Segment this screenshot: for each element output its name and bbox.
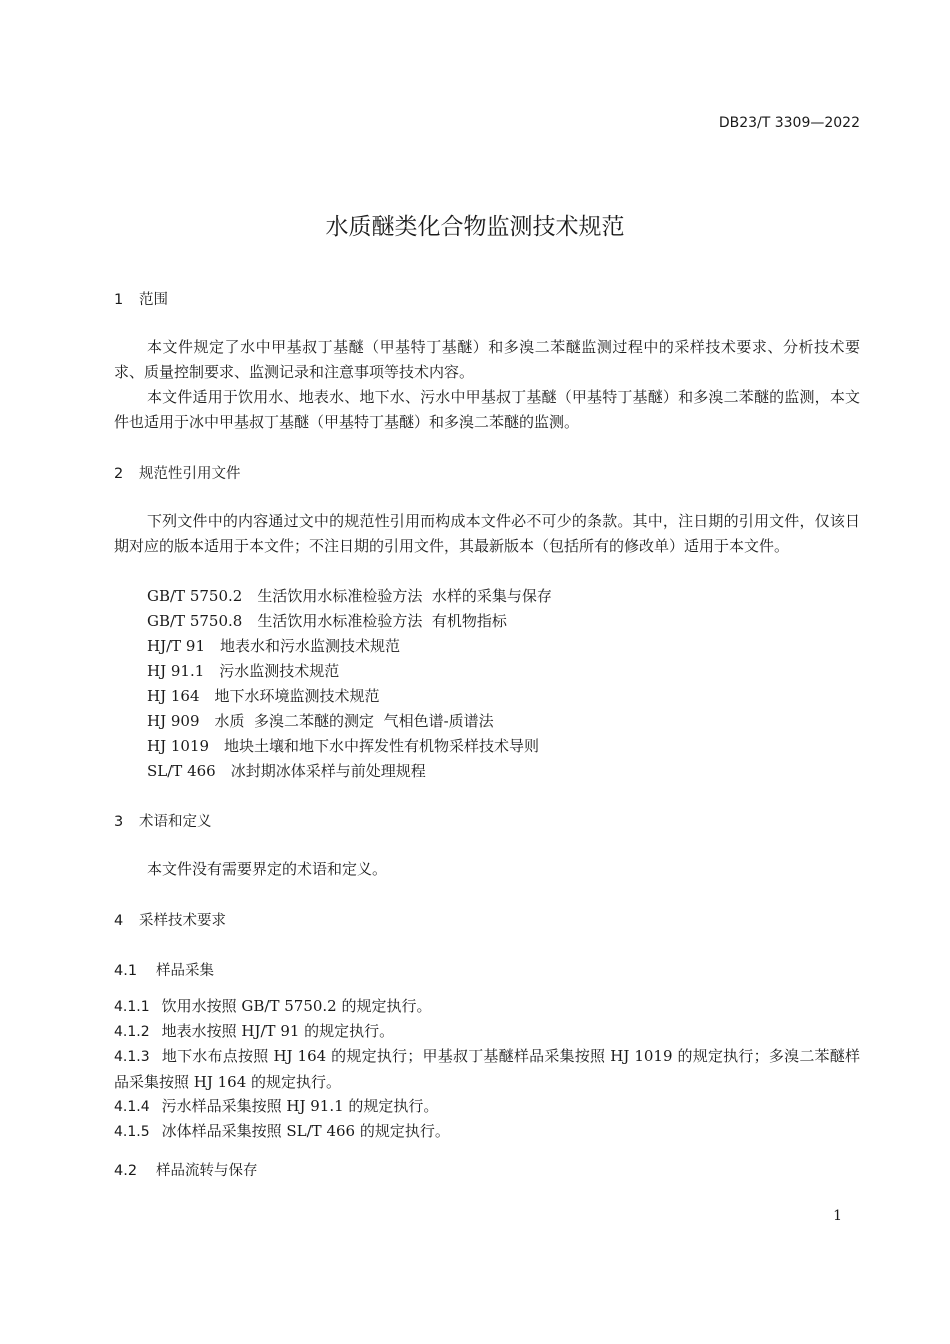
clause-4-1-3	[114, 1044, 860, 1095]
subsection-number: 4.1	[114, 963, 138, 979]
page-number: 1	[833, 1208, 842, 1224]
reference-item: HJ 164 地下水环境监测技术规范	[147, 687, 380, 705]
clause-number: 4.1.3	[114, 1049, 150, 1065]
clause-4-1-1	[114, 994, 860, 1020]
clause-number: 4.1.4	[114, 1099, 150, 1115]
section-2-intro: 下列文件中的内容通过文中的规范性引用而构成本文件必不可少的条款。其中，注日期的引用文件，仅该日期对应的版本适用于本文件；不注日期的引用文件，其最新版本（包括所有的修改单）适用于本文件。	[114, 512, 860, 555]
document-title: 水质醚类化合物监测技术规范	[325, 214, 625, 240]
subsection-4-1-heading	[114, 959, 214, 980]
subsection-title: 样品流转与保存	[156, 1163, 258, 1179]
subsection-4-2-heading	[114, 1159, 258, 1180]
section-3-paragraph: 本文件没有需要界定的术语和定义。	[147, 860, 388, 878]
section-1-heading	[114, 288, 168, 309]
section-number: 3	[114, 814, 124, 830]
document-code: DB23/T 3309—2022	[718, 115, 860, 131]
section-2-heading	[114, 462, 241, 483]
clause-number: 4.1.5	[114, 1124, 150, 1140]
reference-item: HJ 1019 地块土壤和地下水中挥发性有机物采样技术导则	[147, 737, 540, 755]
section-title: 规范性引用文件	[139, 466, 241, 482]
clause-number: 4.1.2	[114, 1024, 150, 1040]
clause-number: 4.1.1	[114, 999, 150, 1015]
section-title: 范围	[139, 292, 168, 308]
clause-4-1-5	[114, 1119, 860, 1145]
section-4-heading	[114, 909, 226, 930]
section-1-paragraph-2: 本文件适用于饮用水、地表水、地下水、污水中甲基叔丁基醚（甲基特丁基醚）和多溴二苯醚的监测，本文件也适用于冰中甲基叔丁基醚（甲基特丁基醚）和多溴二苯醚的监测。	[114, 388, 860, 431]
reference-item: HJ 91.1 污水监测技术规范	[147, 662, 340, 680]
section-3-heading	[114, 810, 212, 831]
reference-item: HJ/T 91 地表水和污水监测技术规范	[147, 637, 401, 655]
section-number: 4	[114, 913, 124, 929]
clause-text: 饮用水按照 GB/T 5750.2 的规定执行。	[161, 997, 432, 1015]
section-number: 2	[114, 466, 124, 482]
clause-text: 污水样品采集按照 HJ 91.1 的规定执行。	[161, 1097, 439, 1115]
reference-item: GB/T 5750.2 生活饮用水标准检验方法 水样的采集与保存	[147, 587, 552, 605]
subsection-title: 样品采集	[156, 963, 214, 979]
section-number: 1	[114, 292, 124, 308]
section-title: 术语和定义	[139, 814, 212, 830]
clause-4-1-2	[114, 1019, 860, 1045]
reference-item: SL/T 466 冰封期冰体采样与前处理规程	[147, 762, 426, 780]
section-title: 采样技术要求	[139, 913, 226, 929]
clause-text: 冰体样品采集按照 SL/T 466 的规定执行。	[161, 1122, 450, 1140]
subsection-number: 4.2	[114, 1163, 138, 1179]
clause-text: 地下水布点按照 HJ 164 的规定执行；甲基叔丁基醚样品采集按照 HJ 1019 的规定执行；多溴二苯醚样品采集按照 HJ 164 的规定执行。	[114, 1047, 860, 1091]
reference-item: HJ 909 水质 多溴二苯醚的测定 气相色谱-质谱法	[147, 712, 494, 730]
section-1-paragraph-1: 本文件规定了水中甲基叔丁基醚（甲基特丁基醚）和多溴二苯醚监测过程中的采样技术要求、分析技术要求、质量控制要求、监测记录和注意事项等技术内容。	[114, 338, 860, 381]
clause-4-1-4	[114, 1094, 860, 1120]
clause-text: 地表水按照 HJ/T 91 的规定执行。	[161, 1022, 395, 1040]
reference-item: GB/T 5750.8 生活饮用水标准检验方法 有机物指标	[147, 612, 507, 630]
